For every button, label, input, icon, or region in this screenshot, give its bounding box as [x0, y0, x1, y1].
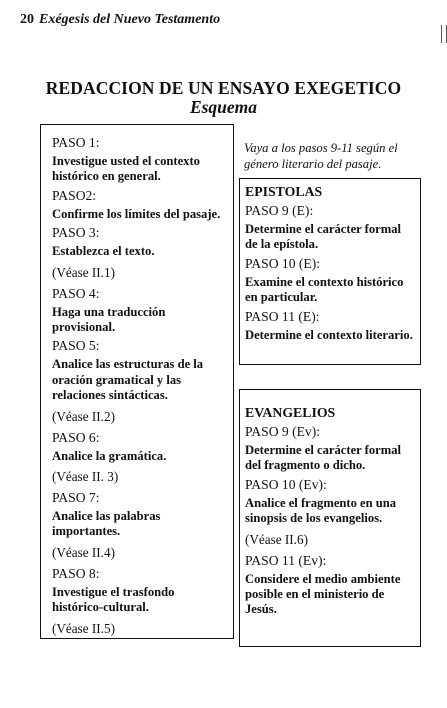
- step-5: [52, 337, 223, 424]
- page-subtitle: Esquema: [189, 97, 258, 117]
- step-1: [52, 134, 223, 185]
- step-reference: (Véase II.1): [52, 264, 115, 280]
- step-label: PASO 10 (Ev):: [245, 476, 327, 492]
- evangelios-heading: EVANGELIOS: [245, 405, 336, 420]
- epistolas-step-10: [245, 255, 414, 306]
- page-number: 20: [20, 12, 34, 27]
- step-7: [52, 489, 223, 561]
- step-label: PASO 11 (E):: [245, 308, 320, 324]
- epistolas-heading: EPISTOLAS: [245, 184, 323, 199]
- step-instruction: Determine el carácter formal del fragmento o dicho.: [245, 443, 402, 473]
- step-3: [52, 224, 223, 280]
- step-instruction: Establezca el texto.: [52, 244, 155, 259]
- genre-note: Vaya a los pasos 9-11 según el género literario del pasaje.: [244, 141, 398, 171]
- step-instruction: Confirme los límites del pasaje.: [52, 206, 221, 221]
- running-head: [20, 12, 220, 28]
- step-instruction: Determine el carácter formal de la epístola.: [245, 222, 402, 252]
- step-label: PASO 4:: [52, 285, 100, 301]
- step-label: PASO 11 (Ev):: [245, 552, 327, 568]
- step-label: PASO 9 (Ev):: [245, 424, 321, 439]
- epistolas-step-11: [245, 308, 414, 343]
- step-4: [52, 285, 223, 336]
- step-instruction: Analice el fragmento en una sinopsis de los evangelios.: [245, 495, 397, 526]
- evangelios-step-10: [245, 476, 414, 548]
- page-title: REDACCION DE UN ENSAYO EXEGETICO: [45, 78, 402, 98]
- step-reference: (Véase II. 3): [52, 469, 119, 485]
- step-instruction: Examine el contexto histórico en particular.: [245, 274, 404, 305]
- book-title: Exégesis del Nuevo Testamento: [39, 12, 221, 27]
- edge-mark: [441, 25, 447, 43]
- step-instruction: Analice las palabras importantes.: [52, 509, 161, 539]
- step-6: [52, 429, 223, 485]
- step-label: PASO 9 (E):: [245, 203, 314, 218]
- step-label: PASO 7:: [52, 490, 100, 506]
- step-8: [52, 565, 223, 637]
- general-steps-box: [40, 124, 234, 639]
- step-instruction: Haga una traducción provisional.: [52, 304, 166, 335]
- step-instruction: Considere el medio ambiente posible en el ministerio de Jesús.: [245, 571, 401, 617]
- step-label: PASO 1:: [52, 135, 100, 150]
- step-instruction: Analice la gramática.: [52, 448, 167, 463]
- step-label: PASO 5:: [52, 338, 100, 354]
- step-2: [52, 187, 223, 222]
- evangelios-step-9: [245, 423, 414, 474]
- step-instruction: Investigue el trasfondo histórico-cultural.: [52, 584, 175, 615]
- epistolas-step-9: [245, 202, 414, 253]
- step-instruction: Investigue usted el contexto histórico en general.: [52, 154, 200, 184]
- step-label: PASO 6:: [52, 429, 100, 445]
- evangelios-step-11: [245, 552, 414, 618]
- step-label: PASO 8:: [52, 565, 100, 581]
- evangelios-box: [239, 389, 421, 647]
- step-instruction: Determine el contexto literario.: [245, 327, 413, 342]
- step-reference: (Véase II.6): [245, 531, 308, 547]
- step-label: PASO 10 (E):: [245, 255, 321, 271]
- step-reference: (Véase II.5): [52, 620, 115, 636]
- step-reference: (Véase II.2): [52, 408, 115, 424]
- step-instruction: Analice las estructuras de la oración gramatical y las relaciones sintácticas.: [52, 357, 204, 403]
- step-label: PASO2:: [52, 187, 97, 203]
- step-label: PASO 3:: [52, 225, 100, 241]
- epistolas-box: [239, 178, 421, 365]
- step-reference: (Véase II.4): [52, 544, 115, 560]
